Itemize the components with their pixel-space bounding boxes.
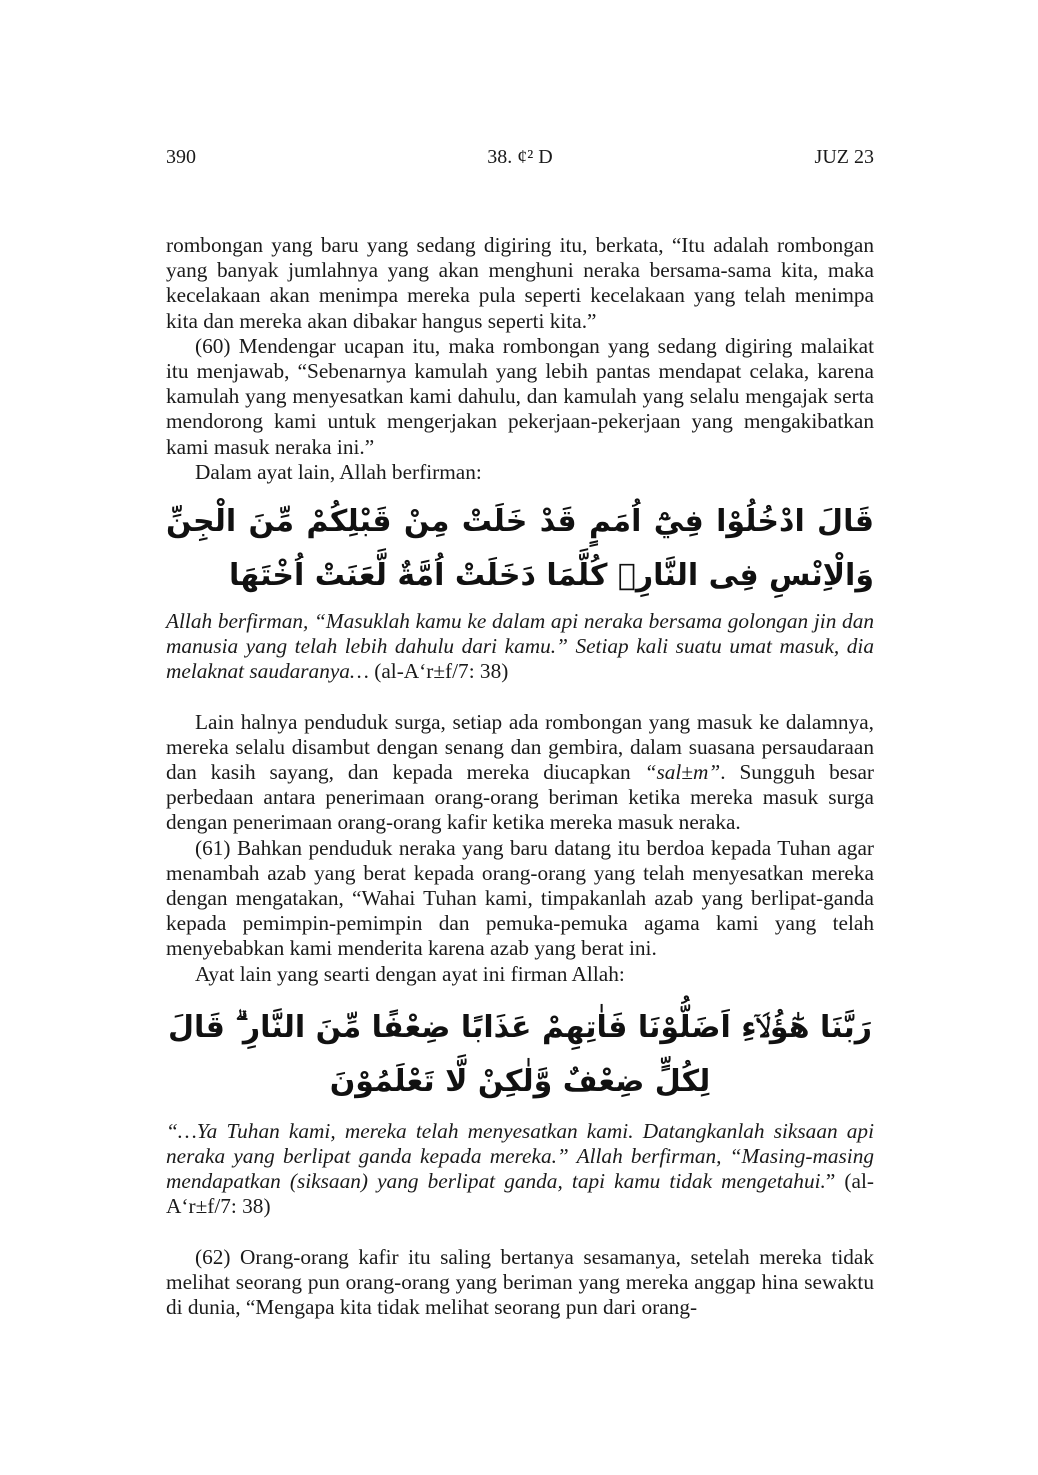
paragraph-verse-60: (60) Mendengar ucapan itu, maka rombongan yang sedang digiring malaikat itu menjawab, “Sebenarnya kamulah yang lebih pantas mendapat celaka, karena kamulah yang menyesatkan kami dahulu, dan kamulah yang selalu mengajak serta mendorong kami untuk mengerjakan pekerjaan-pekerjaan yang mengakibatkan kami masuk neraka ini.”	[166, 333, 874, 459]
paragraph-intro-ayat-2: Ayat lain yang searti dengan ayat ini firman Allah:	[195, 961, 625, 986]
translation-verse-2	[166, 1119, 874, 1220]
translation-verse-1	[166, 609, 874, 685]
juz-label: JUZ 23	[814, 146, 874, 168]
translation-text: “…Ya Tuhan kami, mereka telah menyesatkan kami. Datangkanlah siksaan api neraka yang berlipat ganda kepada mereka.” Allah berfirman, “Masing-masing mendapatkan (siksaan) yang berlipat ganda, tapi kamu tidak mengetahui.	[166, 1118, 874, 1194]
arabic-verse-1: قَالَ ادْخُلُوْا فِيْٓ اُمَمٍ قَدْ خَلَتْ مِنْ قَبْلِكُمْ مِّنَ الْجِنِّ وَالْاِنْسِ فِى النَّارِۗ كُلَّمَا دَخَلَتْ اُمَّةٌ لَّعَنَتْ اُخْتَهَا	[166, 504, 874, 594]
translation-text: Allah berfirman, “Masuklah kamu ke dalam api neraka bersama golongan jin dan manusia yang telah lebih dahulu dari kamu.” Setiap kali suatu umat masuk, dia melaknat saudaranya…	[166, 609, 874, 684]
verse-reference: (al-A‘r±f/7: 38)	[368, 659, 509, 684]
paragraph-intro-ayat: Dalam ayat lain, Allah berfirman:	[195, 459, 482, 484]
paragraph-text: Lain halnya penduduk surga, setiap ada rombongan yang masuk ke dalamnya, mereka selalu disambut dengan senang dan gembira, dalam suasana persaudaraan dan kasih sayang, dan kepada mereka diucapkan	[166, 709, 874, 785]
page-content	[166, 233, 874, 1320]
verse-reference: (al-A‘r±f/7: 38)	[166, 1169, 874, 1219]
paragraph-continuation: rombongan yang baru yang sedang digiring itu, berkata, “Itu adalah rombongan yang banyak jumlahnya yang akan menghuni neraka bersama-sama kita, maka kecelakaan akan menimpa mereka pula seperti kecelakaan yang telah menimpa kita dan mereka akan dibakar hangus seperti kita.”	[166, 233, 874, 333]
paragraph-surga	[166, 710, 874, 836]
paragraph-text: . Sungguh besar perbedaan antara penerimaan orang-orang beriman ketika mereka masuk surga dengan penerimaan orang-orang kafir ketika mereka masuk neraka.	[166, 760, 874, 835]
paragraph-verse-61: (61) Bahkan penduduk neraka yang baru datang itu berdoa kepada Tuhan agar menambah azab yang berat kepada orang-orang yang telah menyesatkan mereka dengan mengatakan, “Wahai Tuhan kami, timpakanlah azab yang berlipat-ganda kepada pemimpin-pemimpin dan pemuka-pemuka agama kami yang telah menyebabkan kami menderita karena azab yang berat ini.	[166, 835, 874, 961]
closing-quote: ”	[825, 1169, 836, 1194]
surah-title: 38. ¢² D	[487, 146, 553, 168]
page-number: 390	[166, 146, 196, 168]
paragraph-verse-62: (62) Orang-orang kafir itu saling bertanya sesamanya, setelah mereka tidak melihat seorang pun orang-orang yang beriman yang mereka anggap hina sewaktu di dunia, “Mengapa kita tidak melihat seorang pun dari orang-	[166, 1244, 874, 1320]
arabic-verse-2: رَبَّنَا هٰٓؤُلَاۤءِ اَضَلُّوْنَا فَاٰتِهِمْ عَذَابًا ضِعْفًا مِّنَ النَّارِ ۗ قَالَ لِكُلٍّ ضِعْفٌ وَّلٰكِنْ لَّا تَعْلَمُوْنَ	[167, 1009, 873, 1099]
page-header	[166, 146, 874, 174]
salam-term: “sal±m”	[644, 760, 721, 785]
